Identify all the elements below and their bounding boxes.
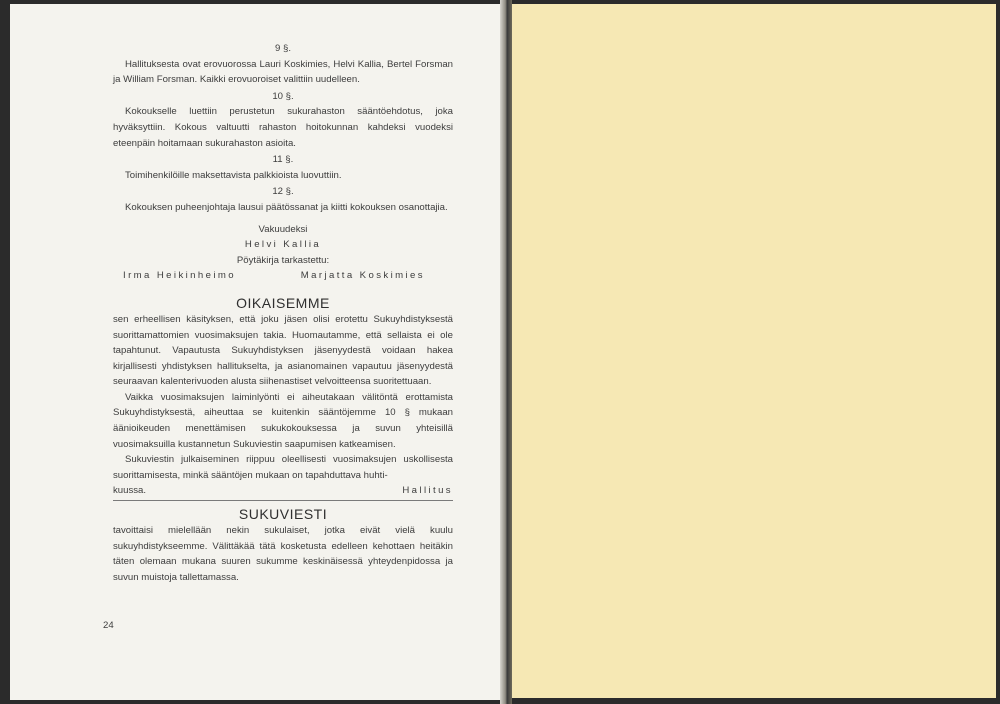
section-12-heading: 12 §. <box>272 186 294 198</box>
section-9-heading: 9 §. <box>274 43 291 54</box>
page-text <box>113 40 453 585</box>
right-page-blank <box>512 4 996 698</box>
section-12-text: Kokouksen puheenjohtaja lausui päätössanat ja kiitti kokouksen osanottajia. <box>125 201 448 213</box>
sukuviesti-paragraph: tavoittaisi mielellään nekin sukulaiset, jotka eivät vielä kuulu sukuyhdistykseemme. Välittäkää tätä kosketusta edelleen kehottaen heitäkin täten olemaan mukana suuren sukumme keskinäisessä yhteydenpidossa ja suvun muistoja tallettamassa. <box>113 525 453 583</box>
checked-label: Pöytäkirja tarkastettu: <box>236 254 330 266</box>
page-number: 24 <box>103 620 114 631</box>
oikaisemme-paragraph-2: Vaikka vuosimaksujen laiminlyönti ei aiheutakaan välitöntä erottamista Sukuyhdistyksestä, aiheuttaa se kuitenkin sääntöjemme 10 § mukaan äänioikeuden menettämisen sukukokouksessa ja suvun yhteisillä vuosimaksuilla kustannetun Sukuviestin saapumisen katkeamisen. <box>113 391 453 450</box>
section-9-text: Hallituksesta ovat erovuorossa Lauri Koskimies, Helvi Kallia, Bertel Forsman ja William Forsman. Kaikki erovuoroiset valittiin uudelleen. <box>113 58 453 86</box>
vakuudeksi-label: Vakuudeksi <box>258 223 308 235</box>
sukuviesti-heading: SUKUVIESTI <box>238 506 328 523</box>
signer-name: Helvi Kallia <box>244 239 322 251</box>
divider-rule <box>113 500 453 501</box>
book-gutter <box>500 0 512 704</box>
section-11-heading: 11 §. <box>272 154 294 166</box>
oikaisemme-paragraph-1: sen erheellisen käsityksen, että joku jäsen olisi erotettu Sukuyhdistyksestä suorittamattomien vuosimaksujen takia. Huomautamme, että sellaista ei ole tapahtunut. Vapautusta Sukuyhdistyksen jäsenyydestä voidaan hakea kirjallisesti yhdistyksen hallitukselta, ja asianomainen vapautuu jäsenyydestä seuraavan kalenterivuoden alusta siihenastiset velvoitteensa suoritettuaan. <box>113 313 453 388</box>
checker-1: Irma Heikinheimo <box>123 270 237 282</box>
oikaisemme-heading: OIKAISEMME <box>236 294 330 311</box>
checkers-row <box>113 268 453 284</box>
checker-2: Marjatta Koskimies <box>300 270 425 282</box>
oikaisemme-paragraph-3: Sukuviestin julkaiseminen riippuu oleellisesti vuosimaksujen uskollisesta suorittamisesta, minkä sääntöjen mukaan on tapahduttava huhti- <box>113 454 453 481</box>
section-10-text: Kokoukselle luettiin perustetun sukurahaston sääntöehdotus, joka hyväksyttiin. Kokous valtuutti rahaston hoitokunnan kahdeksi vuodeksi eteenpäin hoitamaan sukurahaston asioita. <box>113 106 453 149</box>
section-10-heading: 10 §. <box>272 90 294 102</box>
oikaisemme-paragraph-3-end: kuussa. <box>113 485 147 497</box>
hallitus-signature: Hallitus <box>402 485 453 497</box>
oikaisemme-closing-row <box>113 483 453 499</box>
section-11-text: Toimihenkilöille maksettavista palkkioista luovuttiin. <box>125 169 342 181</box>
